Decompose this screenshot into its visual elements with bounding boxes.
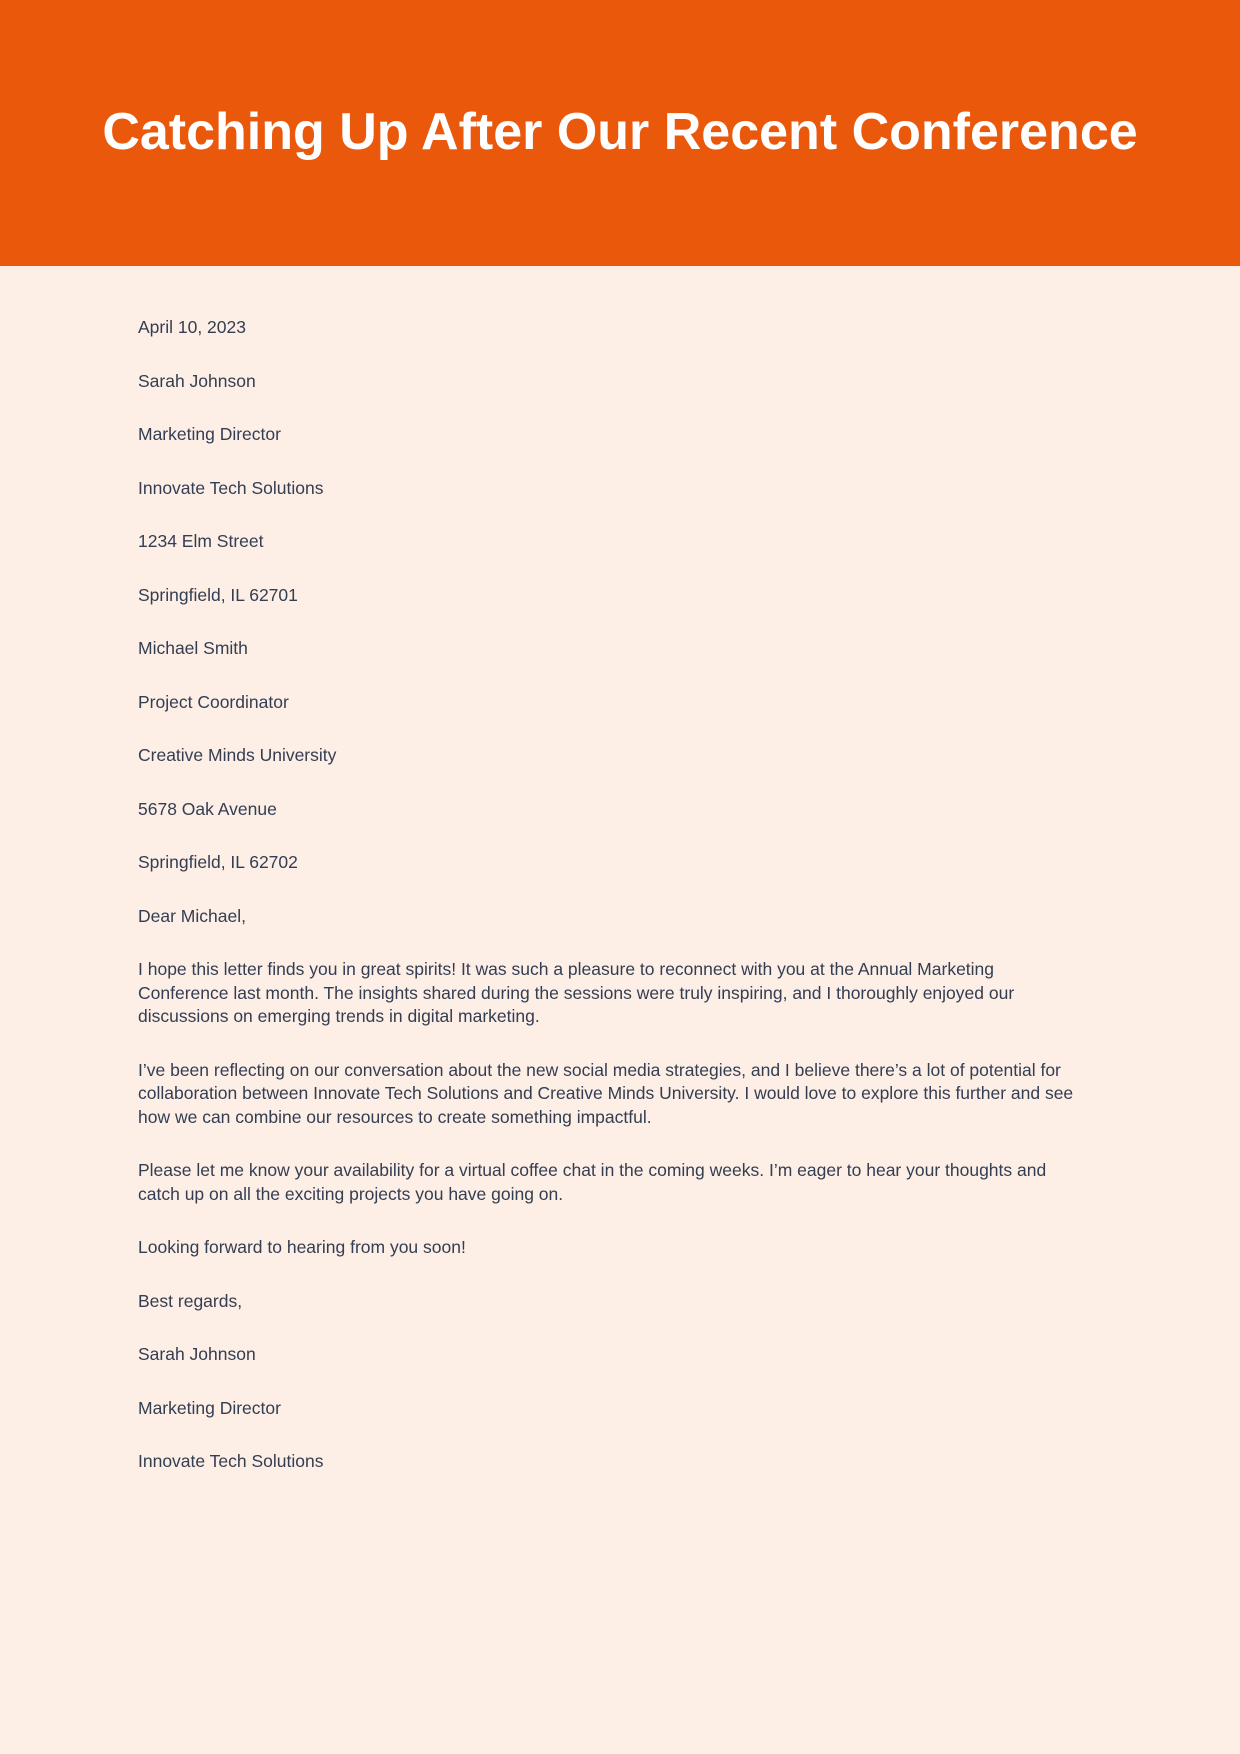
body-paragraph: I’ve been reflecting on our conversation about the new social media strategies, and I believe there’s a lot of potential for collaboration between Innovate Tech Solutions and Creative Minds University. I would love to explore this further and see how we can combine our resources to create something impactful.: [138, 1059, 1074, 1127]
body-paragraph: Looking forward to hearing from you soon!: [138, 1237, 466, 1257]
closing: Best regards,: [138, 1290, 243, 1311]
sender-city-state-zip: Springfield, IL 62701: [138, 584, 298, 605]
sender-name: Sarah Johnson: [138, 370, 256, 391]
signature-company: Innovate Tech Solutions: [138, 1451, 324, 1471]
letter-body: [0, 266, 1240, 1474]
body-paragraph: Please let me know your availability for a virtual coffee chat in the coming weeks. I’m eager to hear your thoughts and catch up on all the exciting projects you have going on.: [138, 1160, 1047, 1204]
sender-role: Marketing Director: [138, 424, 281, 444]
sender-street: 1234 Elm Street: [138, 531, 264, 551]
letter-header-banner: [0, 0, 1240, 266]
recipient-city-state-zip: Springfield, IL 62702: [138, 852, 298, 872]
recipient-name: Michael Smith: [138, 638, 248, 658]
signature-role: Marketing Director: [138, 1397, 281, 1418]
body-paragraph: I hope this letter finds you in great spirits! It was such a pleasure to reconnect with you at the Annual Marketing Conference last month. The insights shared during the sessions were truly inspiring, and I thoroughly enjoyed our discussions on emerging trends in digital marketing.: [138, 959, 1015, 1026]
recipient-company: Creative Minds University: [138, 745, 337, 765]
recipient-street: 5678 Oak Avenue: [138, 798, 277, 819]
letter-date: April 10, 2023: [138, 317, 246, 337]
salutation: Dear Michael,: [138, 905, 246, 926]
signature-name: Sarah Johnson: [138, 1344, 256, 1364]
sender-company: Innovate Tech Solutions: [138, 477, 324, 498]
letter-title: Catching Up After Our Recent Conference: [102, 103, 1138, 162]
recipient-role: Project Coordinator: [138, 691, 289, 712]
